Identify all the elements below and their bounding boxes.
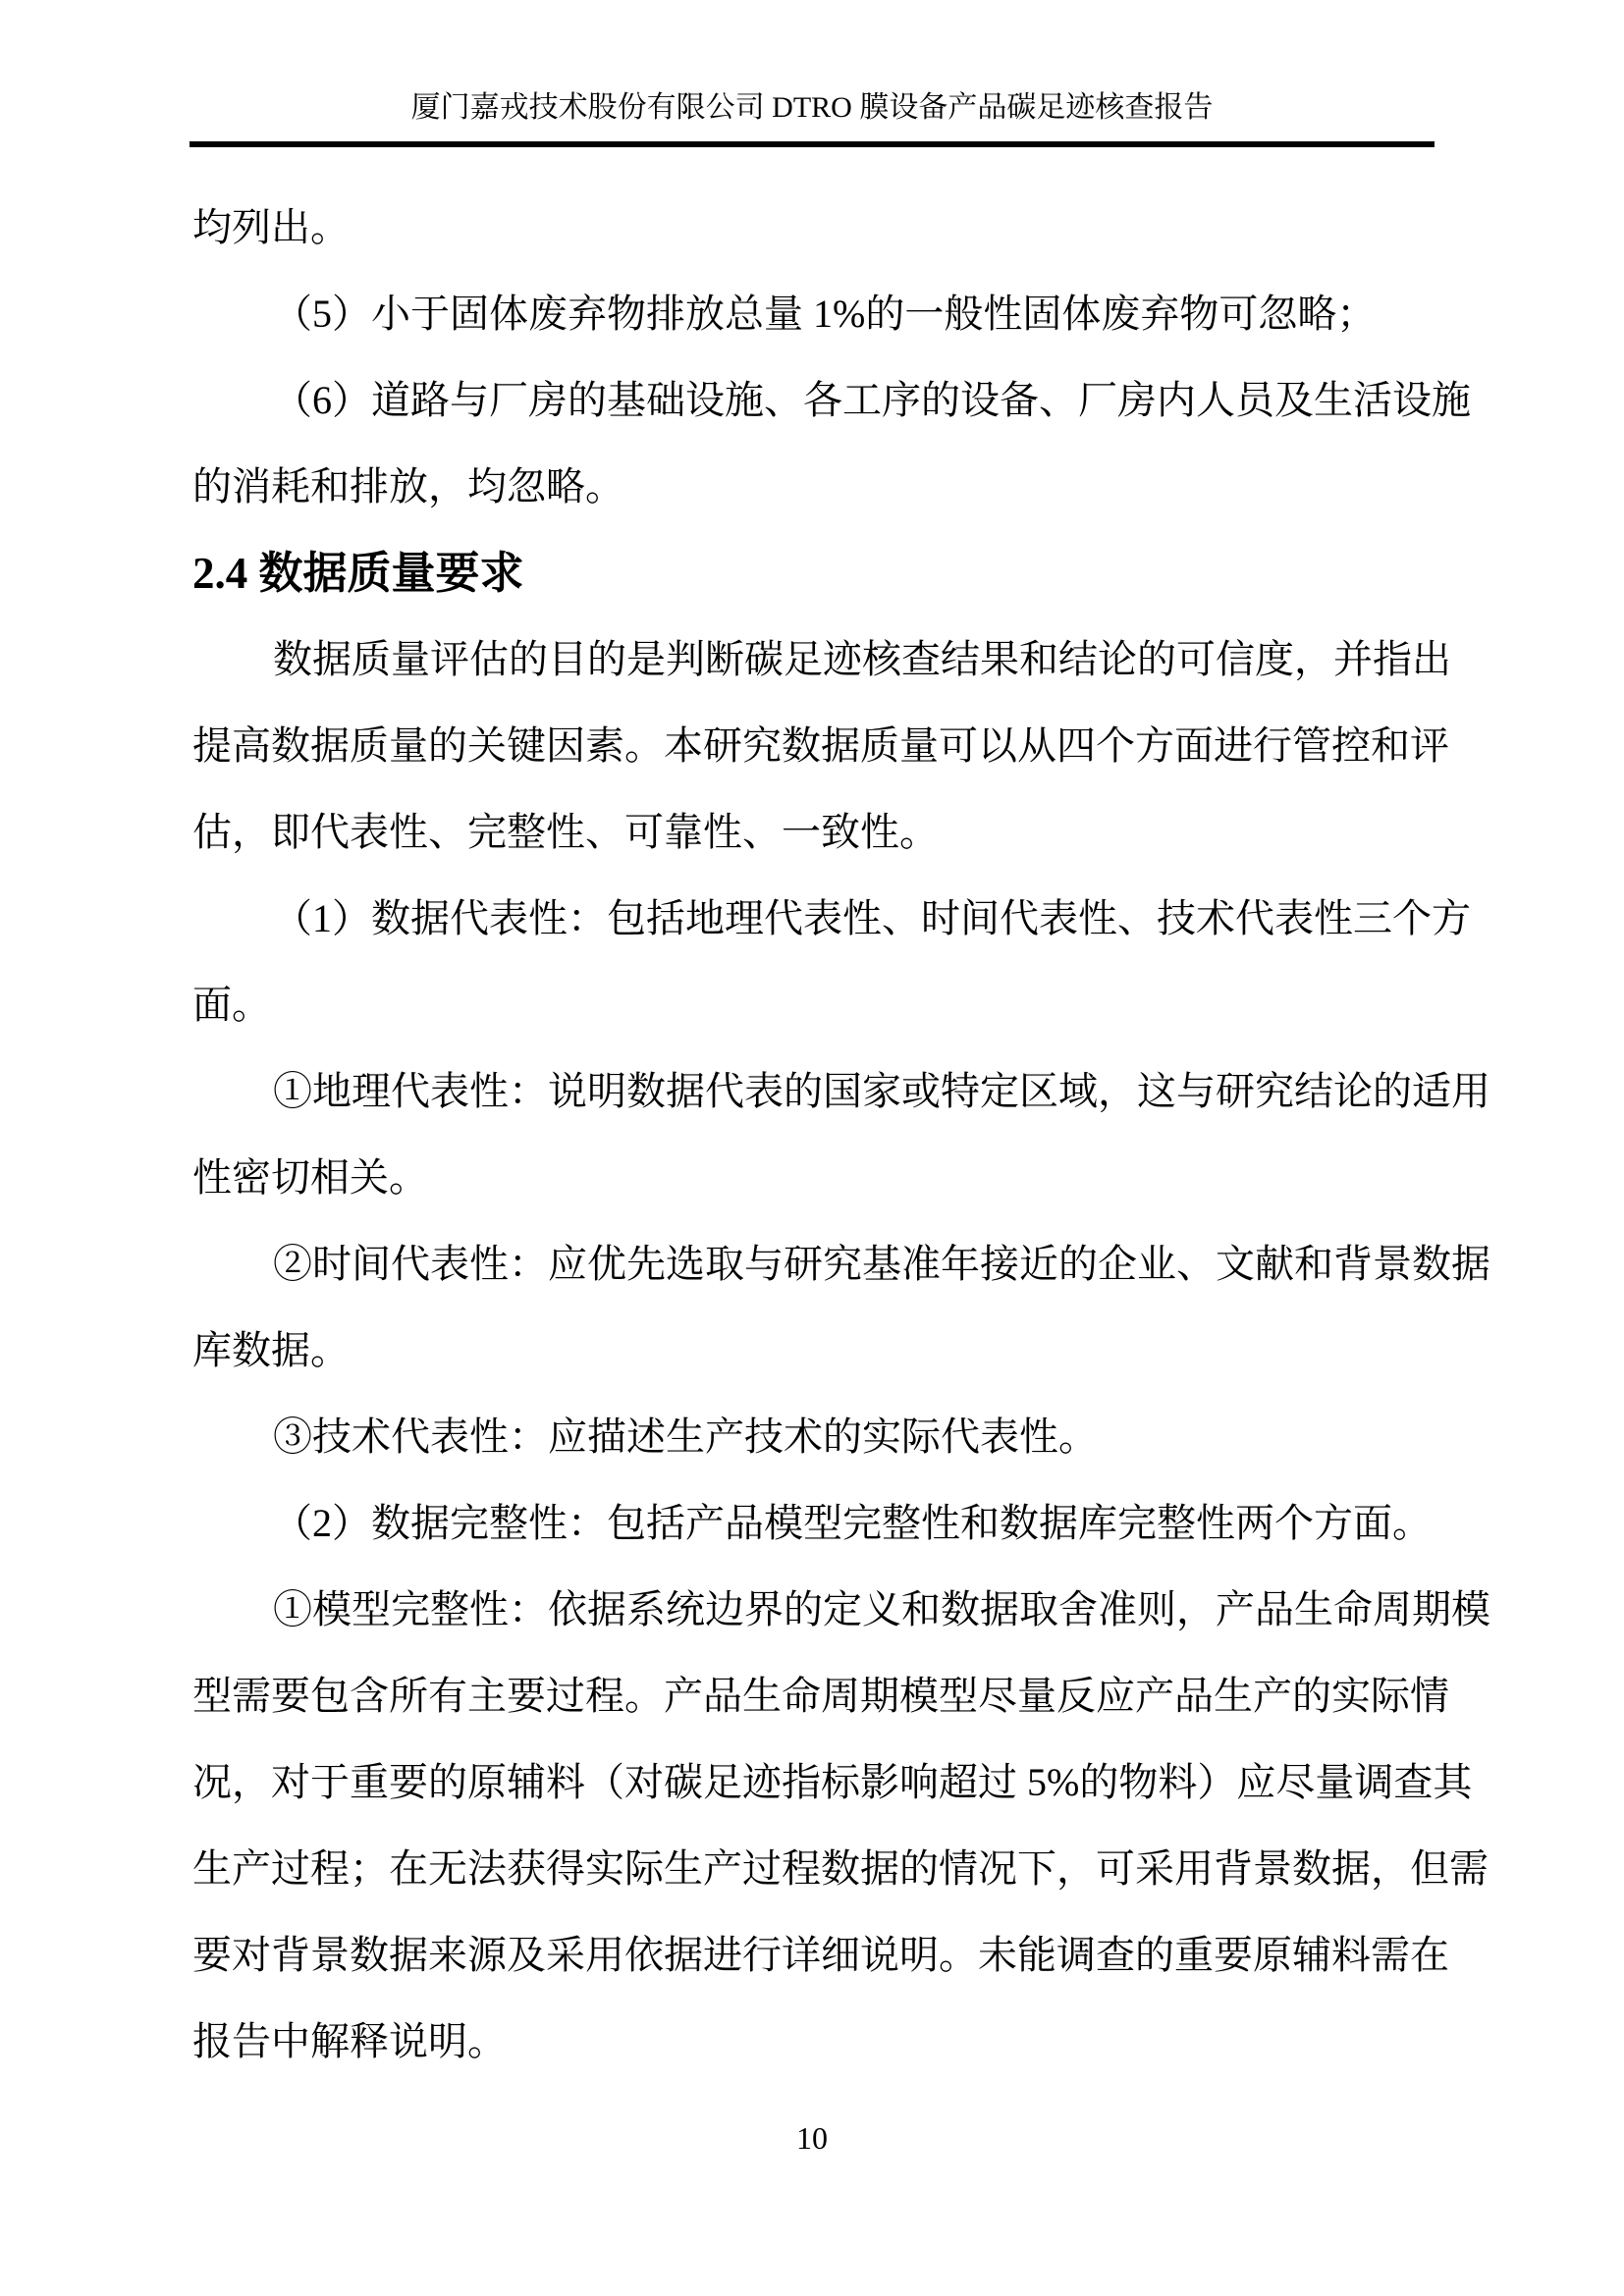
text-line: （6）道路与厂房的基础设施、各工序的设备、厂房内人员及生活设施: [273, 378, 1471, 422]
text-line: 的消耗和排放，均忽略。: [192, 464, 624, 508]
text-line: 均列出。: [192, 205, 350, 249]
text-line: 要对背景数据来源及采用依据进行详细说明。未能调查的重要原辅料需在: [192, 1933, 1449, 1977]
text-line: 估，即代表性、完整性、可靠性、一致性。: [192, 810, 939, 854]
text-line: ③技术代表性：应描述生产技术的实际代表性。: [273, 1415, 1098, 1459]
header-title: 厦门嘉戎技术股份有限公司 DTRO 膜设备产品碳足迹核查报告: [410, 91, 1214, 124]
text-line: 况，对于重要的原辅料（对碳足迹指标影响超过 5%的物料）应尽量调查其: [192, 1760, 1473, 1804]
page-header: [189, 88, 1435, 147]
page-footer: [0, 2118, 1624, 2158]
text-line: 性密切相关。: [192, 1155, 428, 1200]
text-line: （5）小于固体废弃物排放总量 1%的一般性固体废弃物可忽略；: [273, 292, 1377, 336]
text-line: （2）数据完整性：包括产品模型完整性和数据库完整性两个方面。: [273, 1501, 1432, 1545]
text-line: ①模型完整性：依据系统边界的定义和数据取舍准则，产品生命周期模: [273, 1587, 1490, 1631]
section-heading-2-4: 2.4 数据质量要求: [192, 549, 524, 598]
text-line: 提高数据质量的关键因素。本研究数据质量可以从四个方面进行管控和评: [192, 723, 1449, 768]
text-line: 报告中解释说明。: [192, 2019, 507, 2063]
text-line: ①地理代表性：说明数据代表的国家或特定区域，这与研究结论的适用: [273, 1069, 1490, 1113]
text-line: （1）数据代表性：包括地理代表性、时间代表性、技术代表性三个方: [273, 896, 1471, 940]
text-line: 数据质量评估的目的是判断碳足迹核查结果和结论的可信度，并指出: [273, 637, 1451, 681]
text-line: 生产过程；在无法获得实际生产过程数据的情况下，可采用背景数据，但需: [192, 1846, 1489, 1891]
text-line: 面。: [192, 983, 271, 1027]
document-body: [192, 185, 1490, 2085]
text-line: ②时间代表性：应优先选取与研究基准年接近的企业、文献和背景数据: [273, 1242, 1490, 1286]
page-number: 10: [796, 2120, 828, 2156]
text-line: 型需要包含所有主要过程。产品生命周期模型尽量反应产品生产的实际情: [192, 1674, 1449, 1718]
text-line: 库数据。: [192, 1328, 350, 1372]
